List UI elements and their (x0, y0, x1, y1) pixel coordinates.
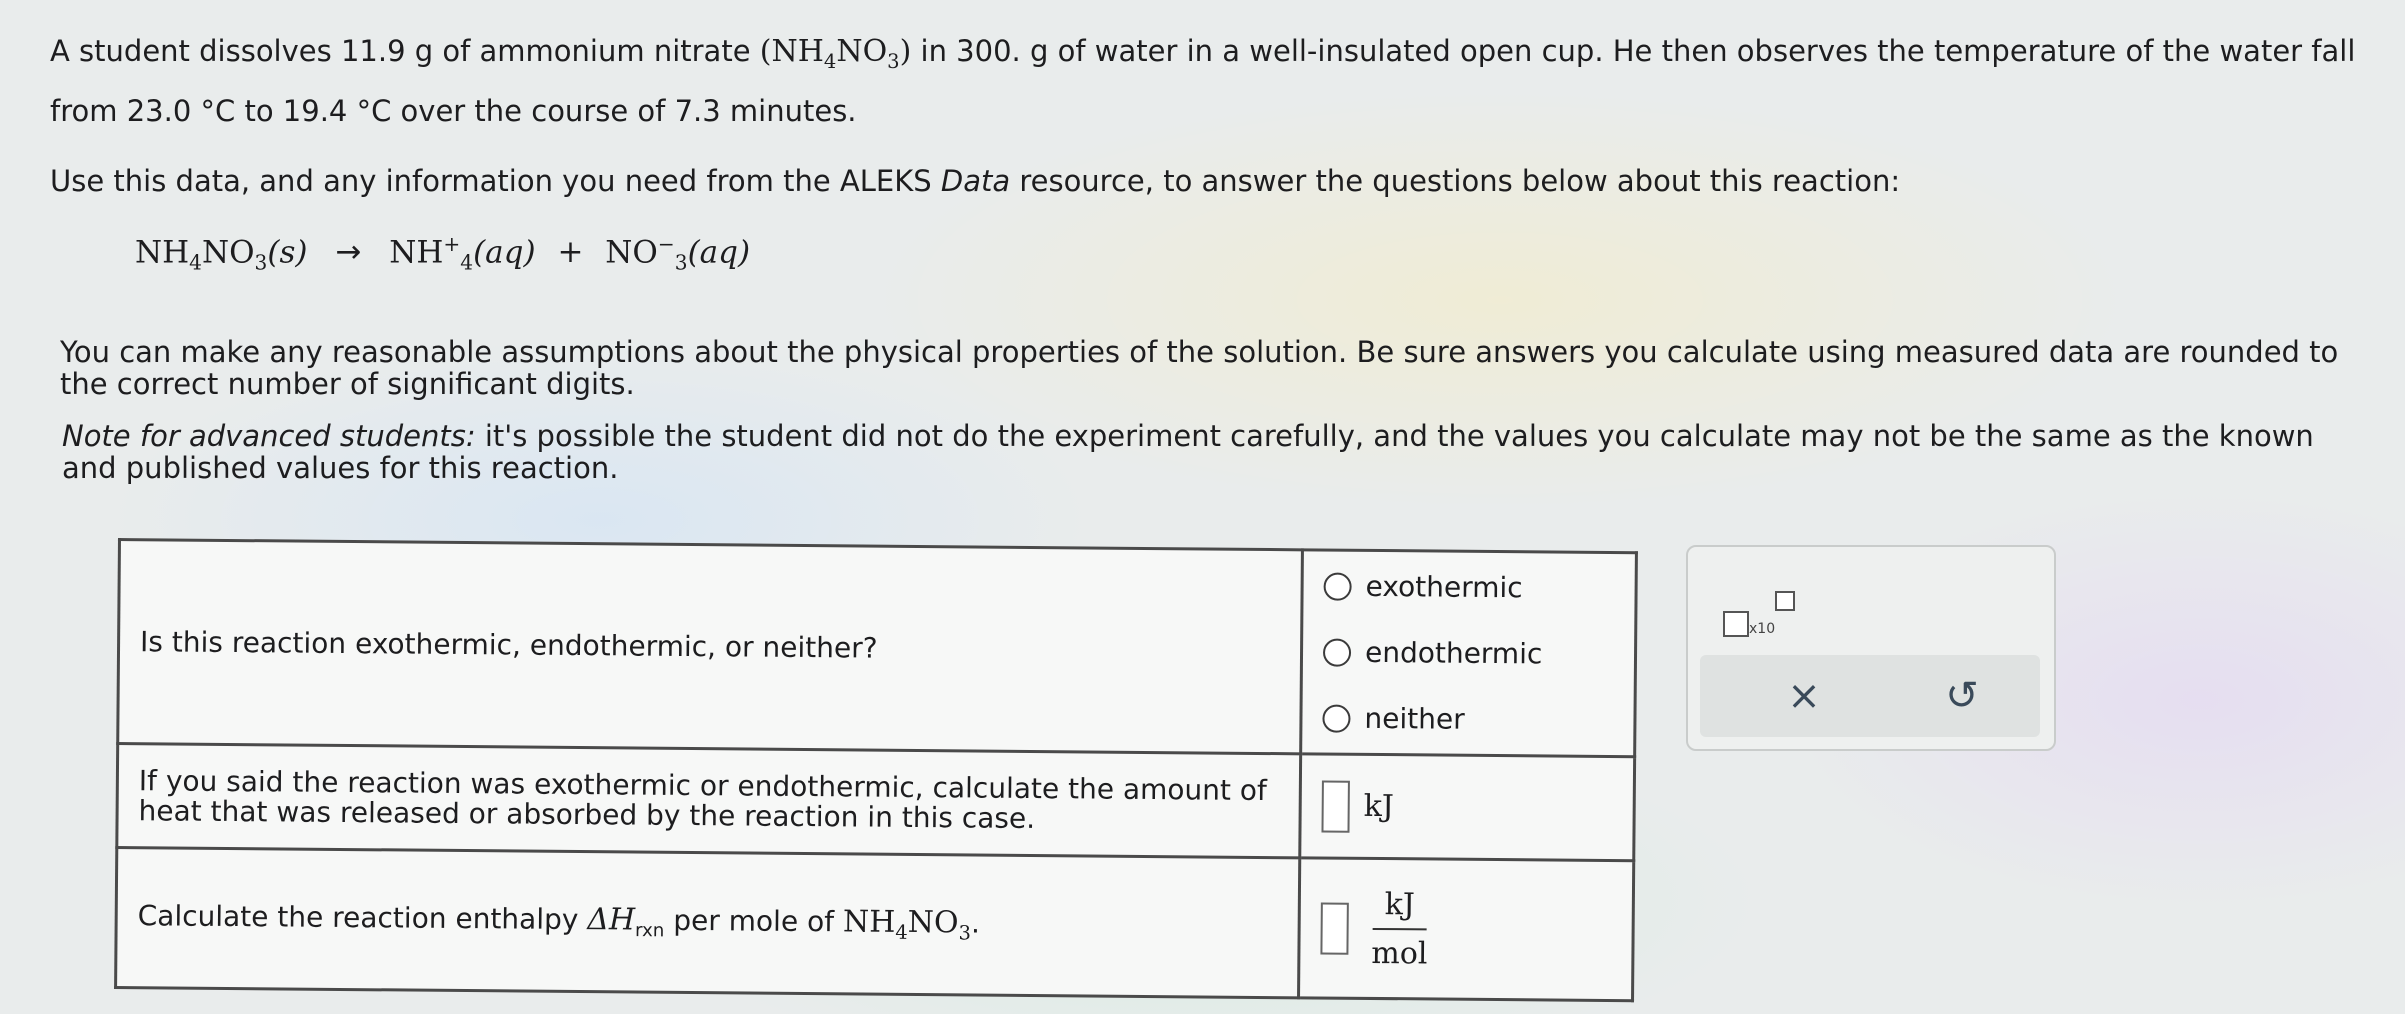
enthalpy-answer-cell (1299, 858, 1634, 1001)
enthalpy-unit: $\frac{kJ}{\text{mol}}$ (1371, 886, 1428, 971)
table-row (116, 848, 1634, 1001)
radio-endothermic[interactable] (1323, 638, 1351, 666)
exponent-box-icon (1775, 591, 1795, 611)
option-endothermic[interactable]: endothermic (1323, 619, 1615, 688)
problem-intro-line-2: from 23.0 °C to 19.4 °C over the course of 7.3 minutes. (50, 94, 857, 128)
option-exothermic[interactable]: exothermic (1323, 553, 1615, 622)
heat-answer-cell (1300, 754, 1635, 861)
radio-exothermic[interactable] (1324, 572, 1352, 600)
question-table (114, 538, 1638, 1002)
options-cell (1301, 550, 1637, 757)
answer-tools-panel (1686, 545, 2056, 751)
close-icon: × (1787, 673, 1821, 719)
option-neither[interactable]: neither (1322, 685, 1614, 754)
use-data-instruction: Use this data, and any information you need from the ALEKS Data resource, to answer the questions below about this reaction: (50, 164, 1901, 198)
radio-neither[interactable] (1322, 704, 1350, 732)
table-row (117, 744, 1635, 861)
tool-buttons (1700, 655, 2040, 737)
heat-answer-input[interactable] (1321, 780, 1349, 832)
x10-label: x10 (1749, 621, 1776, 637)
undo-icon: ↺ (1945, 673, 1979, 719)
reaction-arrow: → (335, 234, 362, 271)
question-heat: If you said the reaction was exothermic or endothermic, calculate the amount of heat that was released or absorbed by the reaction in this case. (117, 744, 1301, 858)
mantissa-box-icon (1723, 611, 1749, 637)
clear-button[interactable] (1774, 669, 1834, 723)
table-row (118, 540, 1637, 757)
enthalpy-answer-input[interactable] (1320, 902, 1348, 954)
compound-formula: $(NH_4NO_3)$ (759, 34, 912, 73)
reaction-equation: $NH_4NO_3(s) \to NH^+_4(aq) + NO^-_3(aq)$ (135, 232, 751, 275)
advanced-note: Note for advanced students: it's possible the student did not do the experiment carefully, and the values you calculate may not be the same as the known and published values for this reaction. (62, 419, 2314, 485)
heat-unit: kJ (1363, 788, 1395, 825)
scientific-notation-button[interactable] (1723, 589, 1803, 639)
problem-intro-line-1: A student dissolves 11.9 g of ammonium nitrate $(NH_4NO_3)$ in 300. g of water in a well-insulated open cup. He then observes the temperature of the water fall (50, 34, 2356, 73)
assumptions-text: You can make any reasonable assumptions about the physical properties of the solution. Be sure answers you calculate using measured data are rounded to the correct number of significant digits. (60, 335, 2339, 401)
question-enthalpy: Calculate the reaction enthalpy $\Delta H_{rxn}$ per mole of $NH_4NO_3$. (116, 848, 1300, 998)
undo-button[interactable] (1932, 669, 1992, 723)
question-exo-endo: Is this reaction exothermic, endothermic, or neither? (118, 540, 1303, 754)
